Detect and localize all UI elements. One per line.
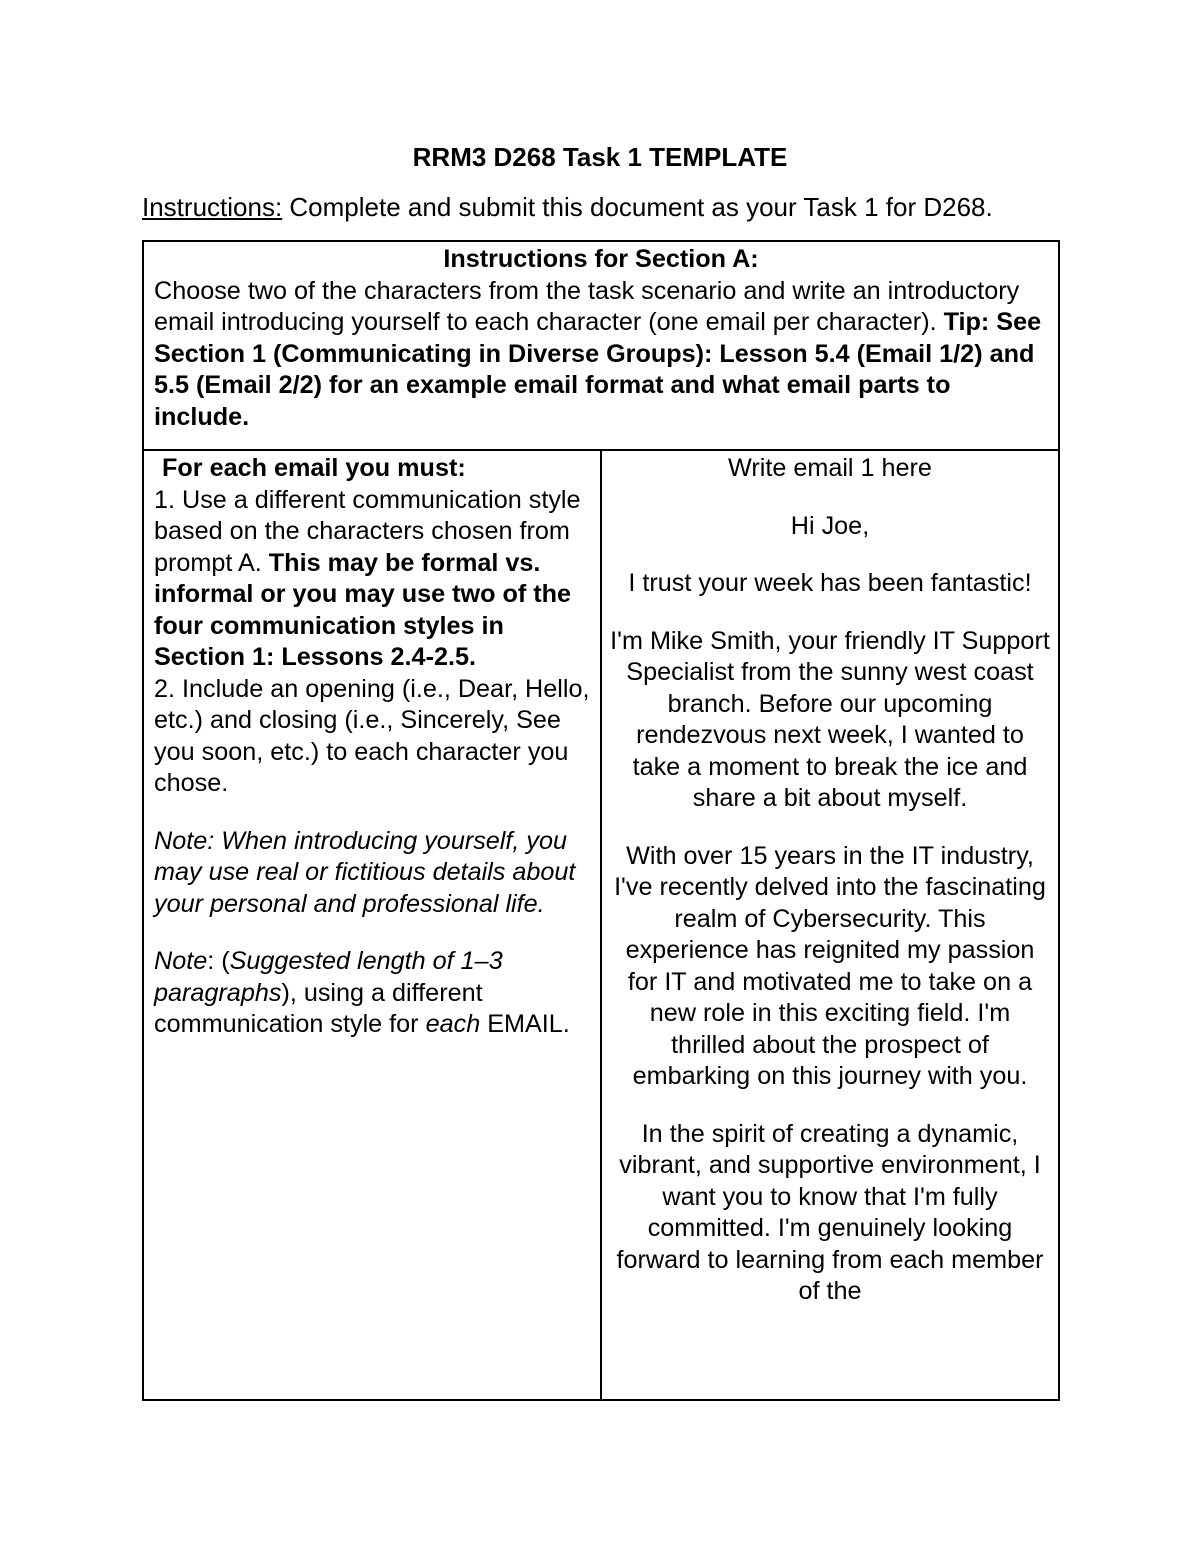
section-a-body — [154, 276, 1048, 434]
email-1-column — [600, 451, 1060, 1401]
section-a-heading: Instructions for Section A: — [443, 245, 759, 273]
email-paragraph-1: I trust your week has been fantastic! — [628, 569, 1032, 597]
email-1-label: Write email 1 here — [728, 454, 932, 482]
requirement-item-2: 2. Include an opening (i.e., Dear, Hello, etc.) and closing (i.e., Sincerely, See you soon, etc.) to each character you chose. — [154, 674, 590, 797]
note-introduction-text: Note: When introducing yourself, you may use real or fictitious details about your personal and professional life. — [154, 826, 576, 918]
section-a-instructions-box — [142, 240, 1060, 451]
email-greeting: Hi Joe, — [790, 511, 870, 540]
note-introduction — [154, 826, 592, 921]
note-length-label: Note — [154, 947, 208, 975]
requirement-item-1 — [154, 485, 592, 674]
requirements-heading: For each email you must: — [162, 454, 466, 482]
note-length-italic: Suggested length of 1–3 paragraphs — [154, 947, 503, 1007]
requirement-item-1-text: 1. Use a different communication style based on the characters chosen from prompt A. — [154, 485, 581, 577]
note-length-mid: ), using a different communication style for — [154, 978, 483, 1038]
note-length — [154, 946, 592, 1041]
note-length-end: EMAIL. — [480, 1010, 570, 1038]
requirements-column — [142, 451, 602, 1401]
email-paragraph-2: I'm Mike Smith, your friendly IT Support Specialist from the sunny west coast branch. Before our upcoming rendezvous next week, I wanted to take a moment to break the ice and share a bit about myself. — [610, 626, 1050, 812]
section-a-text: Choose two of the characters from the task scenario and write an introductory email introducing yourself to each character (one email per character). — [154, 276, 1020, 336]
document-title: RRM3 D268 Task 1 TEMPLATE — [412, 142, 788, 172]
instructions-line — [142, 190, 1102, 224]
instructions-text: Complete and submit this document as your Task 1 for D268. — [282, 192, 993, 222]
section-a-tip: Tip: See Section 1 (Communicating in Diverse Groups): Lesson 5.4 (Email 1/2) and 5.5 (Email 2/2) for an example email format and what email parts to include. — [154, 308, 1042, 431]
email-paragraph-4: In the spirit of creating a dynamic, vibrant, and supportive environment, I want you to know that I'm fully committed. I'm genuinely looking forward to learning from each member of the — [616, 1119, 1044, 1305]
email-paragraph-3: With over 15 years in the IT industry, I've recently delved into the fascinating realm of Cybersecurity. This experience has reignited my passion for IT and motivated me to take on a new role in this exciting field. I'm thrilled about the prospect of embarking on this journey with you. — [614, 841, 1046, 1090]
requirement-item-1-bold: This may be formal vs. informal or you may use two of the four communication styles in Section 1: Lessons 2.4-2.5. — [154, 548, 572, 671]
note-length-each: each — [425, 1010, 481, 1038]
instructions-label: Instructions: — [142, 192, 283, 222]
note-length-sep: : ( — [207, 947, 230, 975]
